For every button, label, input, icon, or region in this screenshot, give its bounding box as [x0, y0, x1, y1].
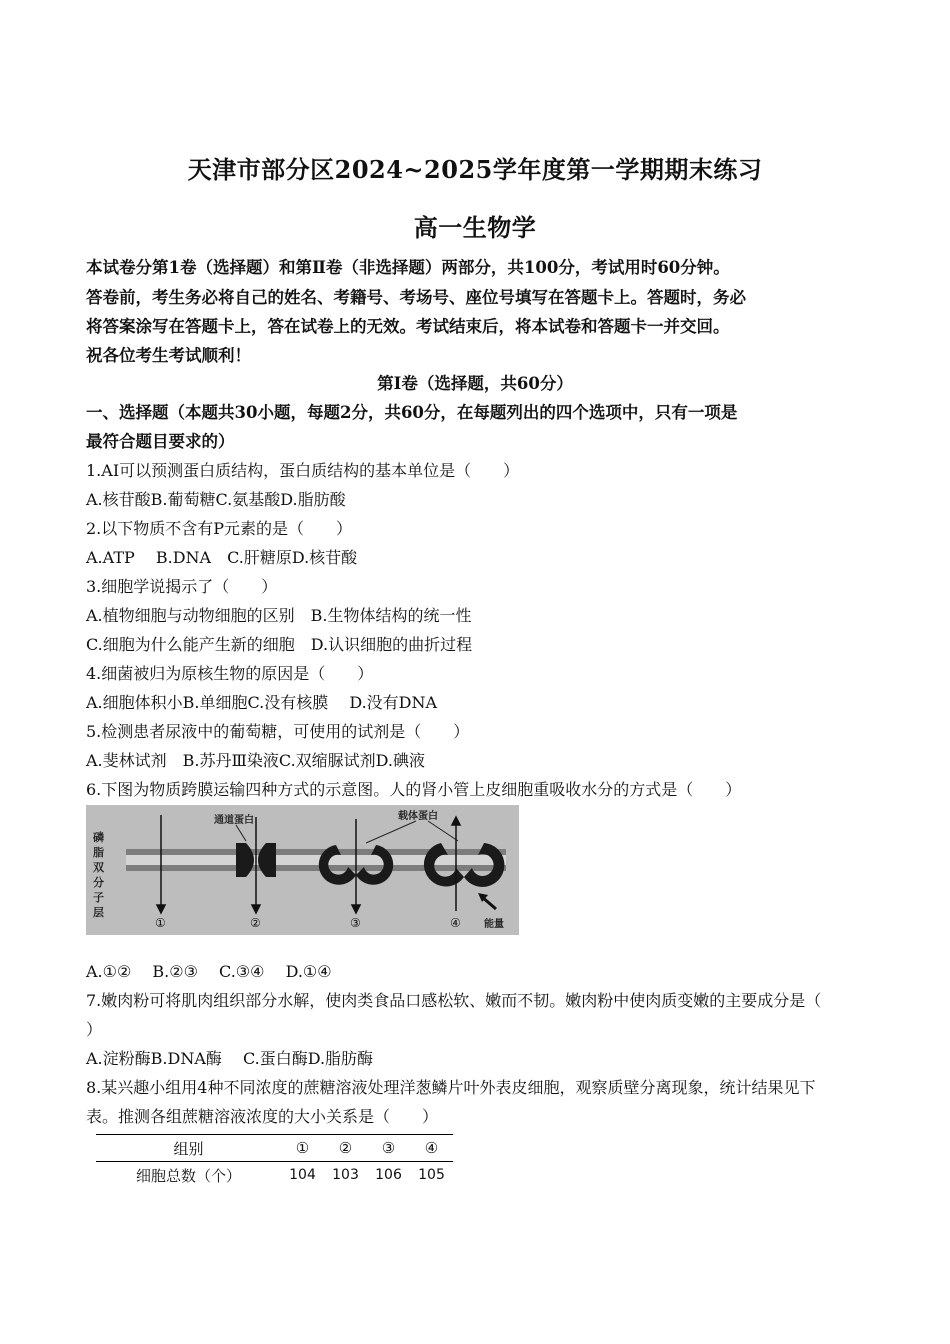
table-cell: 103: [332, 1167, 359, 1183]
question-5-options: A.斐林试剂 B.苏丹Ⅲ染液C.双缩脲试剂D.碘液: [86, 751, 426, 770]
question-3-options-1: A.植物细胞与动物细胞的区别 B.生物体结构的统一性: [86, 606, 472, 625]
side-label-char: 层: [93, 906, 104, 919]
intro-line-3: 将答案涂写在答题卡上，答在试卷上的无效。考试结束后，将本试卷和答题卡一并交回。: [86, 317, 730, 336]
question-7-options: A.淀粉酶B.DNA酶 C.蛋白酶D.脂肪酶: [86, 1049, 374, 1068]
subject-title: 高一生物学: [413, 213, 537, 242]
table-cell: 细胞总数（个）: [135, 1166, 241, 1185]
table-header-cell: ②: [324, 1135, 367, 1162]
question-1-options: A.核苷酸B.葡萄糖C.氨基酸D.脂肪酸: [86, 490, 346, 509]
lipid-bilayer: [126, 849, 506, 871]
channel-protein-label: 通道蛋白: [214, 815, 254, 826]
side-label-char: 子: [93, 891, 104, 904]
table-header-cell: ③: [367, 1135, 410, 1162]
table-header-cell: ①: [281, 1135, 324, 1162]
exam-title: 天津市部分区2024~2025学年度第一学期期末练习: [187, 155, 763, 184]
question-2-options: A.ATP B.DNA C.肝糖原D.核苷酸: [86, 548, 358, 567]
side-label-char: 磷: [93, 831, 104, 844]
table-cell: 104: [289, 1167, 316, 1183]
table-cell: 106: [375, 1167, 402, 1183]
energy-label: 能量: [484, 919, 504, 930]
question-1: 1.AI可以预测蛋白质结构，蛋白质结构的基本单位是（ ）: [86, 461, 520, 480]
question-6: 6.下图为物质跨膜运输四种方式的示意图。人的肾小管上皮细胞重吸收水分的方式是（ ）: [86, 780, 742, 799]
side-label-char: 双: [93, 861, 104, 874]
marker-3: ③: [350, 916, 361, 930]
side-label-char: 分: [93, 876, 104, 889]
membrane-transport-figure: [86, 805, 519, 935]
marker-2: ②: [250, 916, 261, 930]
results-table: [96, 1134, 453, 1188]
question-4: 4.细菌被归为原核生物的原因是（ ）: [86, 664, 374, 683]
marker-1: ①: [155, 916, 166, 930]
question-2: 2.以下物质不含有P元素的是（ ）: [86, 519, 353, 538]
table-row: [96, 1162, 453, 1189]
question-7-line-2: ）: [86, 1020, 103, 1039]
section-heading-line-2: 最符合题目要求的）: [86, 432, 235, 451]
question-7-line-1: 7.嫩肉粉可将肌肉组织部分水解，使肉类食品口感松软、嫩而不韧。嫩肉粉中使肉质变嫩的主要成分是（: [86, 991, 822, 1010]
question-8-line-1: 8.某兴趣小组用4种不同浓度的蔗糖溶液处理洋葱鳞片叶外表皮细胞，观察质壁分离现象，统计结果见下: [86, 1078, 816, 1097]
table-header-cell: 组别: [96, 1135, 281, 1162]
intro-line-1: 本试卷分第1卷（选择题）和第Ⅱ卷（非选择题）两部分，共100分，考试用时60分钟。: [86, 258, 730, 277]
table-cell: 105: [418, 1167, 445, 1183]
question-3: 3.细胞学说揭示了（ ）: [86, 577, 278, 596]
intro-line-4: 祝各位考生考试顺利！: [86, 346, 251, 365]
question-4-options: A.细胞体积小B.单细胞C.没有核膜 D.没有DNA: [86, 693, 438, 712]
table-header-cell: ④: [410, 1135, 453, 1162]
question-8-line-2: 表。推测各组蔗糖溶液浓度的大小关系是（ ）: [86, 1107, 439, 1126]
intro-line-2: 答卷前，考生务必将自己的姓名、考籍号、考场号、座位号填写在答题卡上。答题时，务必: [86, 288, 746, 307]
table-header-row: [96, 1135, 453, 1162]
carrier-protein-label: 载体蛋白: [398, 811, 438, 822]
question-5: 5.检测患者尿液中的葡萄糖，可使用的试剂是（ ）: [86, 722, 470, 741]
section-heading-line-1: 一、选择题（本题共30小题，每题2分，共60分，在每题列出的四个选项中，只有一项是: [86, 403, 738, 422]
question-6-options: A.①② B.②③ C.③④ D.①④: [86, 962, 332, 981]
marker-4: ④: [450, 916, 461, 930]
side-label-char: 脂: [93, 846, 104, 859]
part1-heading: 第Ⅰ卷（选择题，共60分）: [377, 374, 573, 393]
question-3-options-2: C.细胞为什么能产生新的细胞 D.认识细胞的曲折过程: [86, 635, 473, 654]
